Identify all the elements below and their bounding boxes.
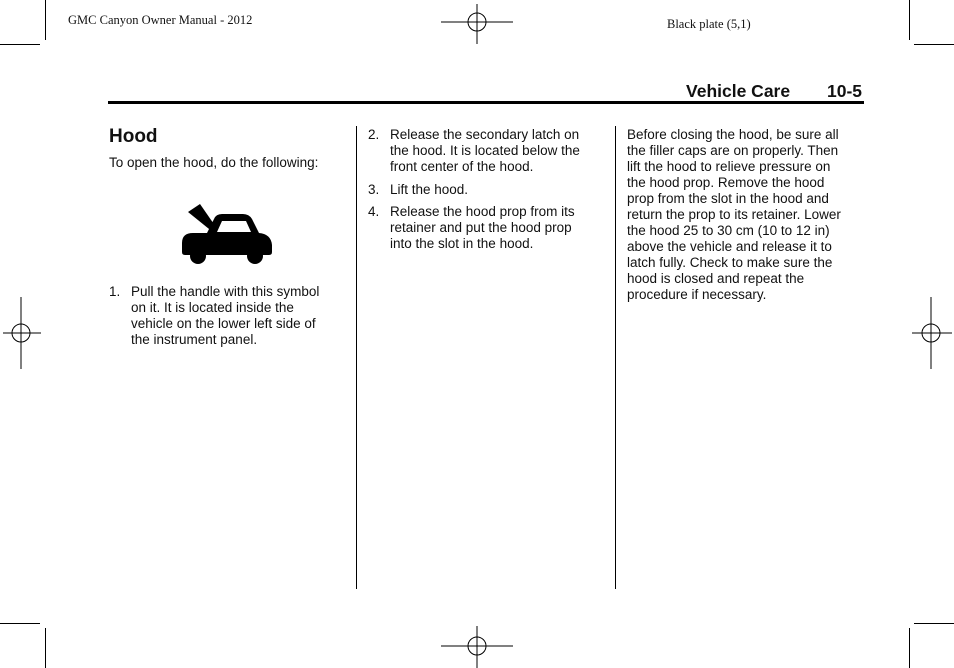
print-header-right: Black plate (5,1) bbox=[667, 17, 751, 31]
step-text: Release the secondary latch on the hood. It is located below the front center of the hood. bbox=[390, 127, 580, 174]
step-3 bbox=[368, 182, 608, 200]
step-1 bbox=[109, 284, 349, 354]
hood-release-icon bbox=[181, 203, 273, 270]
column-divider-1 bbox=[356, 126, 357, 589]
crop-mark-bottom-left-h bbox=[0, 623, 40, 624]
registration-mark-bottom bbox=[441, 626, 513, 668]
step-text: Lift the hood. bbox=[390, 182, 469, 197]
header-rule bbox=[108, 101, 864, 104]
crop-mark-top-right-h bbox=[914, 44, 954, 45]
crop-mark-bottom-left-v bbox=[45, 628, 46, 668]
registration-mark-top bbox=[441, 4, 513, 44]
crop-mark-top-left-v bbox=[45, 0, 46, 40]
crop-mark-top-left-h bbox=[0, 44, 40, 45]
page-number: 10-5 bbox=[827, 81, 863, 101]
column-divider-2 bbox=[615, 126, 616, 589]
registration-mark-left bbox=[3, 297, 41, 369]
step-text: Release the hood prop from its retainer and put the hood prop into the slot in the hood. bbox=[390, 204, 575, 251]
page-title: Hood bbox=[109, 126, 158, 147]
crop-mark-bottom-right-h bbox=[914, 623, 954, 624]
step-number: 1. bbox=[109, 284, 121, 299]
step-number: 4. bbox=[368, 204, 380, 219]
crop-mark-bottom-right-v bbox=[909, 628, 910, 668]
section-title: Vehicle Care bbox=[686, 81, 791, 101]
closing-instructions: Before closing the hood, be sure all the filler caps are on properly. Then lift the hood to relieve pressure on the hood prop. Remove the hood prop from the slot in the hood and return the prop to its retainer. Lower the hood 25 to 30 cm (10 to 12 in) above the vehicle and release it to latch fully. Check to make sure the hood is closed and repeat the procedure if necessary. bbox=[627, 127, 841, 302]
step-4 bbox=[368, 204, 608, 254]
print-header-left: GMC Canyon Owner Manual - 2012 bbox=[68, 13, 253, 27]
step-number: 3. bbox=[368, 182, 380, 197]
step-text: Pull the handle with this symbol on it. It is located inside the vehicle on the lower left side of the instrument panel. bbox=[131, 284, 320, 347]
step-number: 2. bbox=[368, 127, 380, 142]
crop-mark-top-right-v bbox=[909, 0, 910, 40]
step-2 bbox=[368, 127, 608, 177]
intro-text: To open the hood, do the following: bbox=[109, 155, 319, 170]
registration-mark-right bbox=[912, 297, 952, 369]
